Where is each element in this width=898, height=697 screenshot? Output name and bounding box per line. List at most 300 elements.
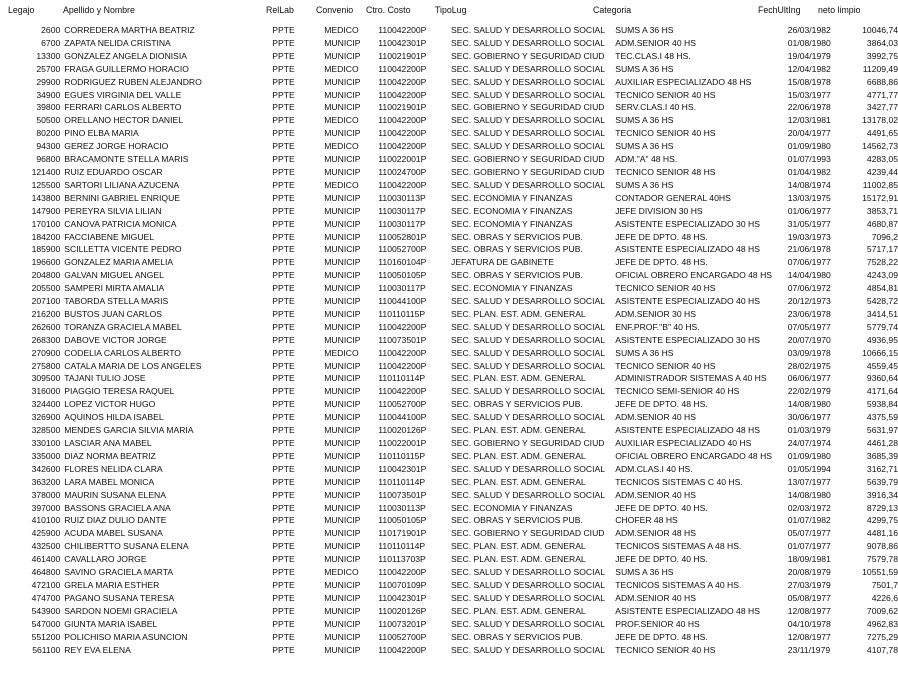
cell-nombre: GEREZ JORGE HORACIO bbox=[64, 141, 169, 152]
cell-legajo: 378000 bbox=[31, 489, 61, 500]
cell-ctro-costo: 110020126P bbox=[378, 605, 427, 616]
cell-convenio: MUNICIP bbox=[324, 644, 361, 655]
cell-nombre: ORELLANO HECTOR DANIEL bbox=[64, 115, 184, 126]
cell-ctro-costo: 110052700P bbox=[378, 399, 427, 410]
cell-legajo: 551200 bbox=[31, 631, 61, 642]
table-row bbox=[0, 540, 898, 553]
cell-tipolug: SEC. SALUD Y DESARROLLO SOCIAL bbox=[451, 321, 605, 332]
table-row bbox=[0, 385, 898, 398]
cell-neto-limpio: 4226,6 bbox=[871, 592, 898, 603]
cell-categoria: SUMS A 36 HS bbox=[615, 567, 674, 578]
cell-nombre: LOPEZ VICTOR HUGO bbox=[64, 399, 156, 410]
cell-ctro-costo: 110042200P bbox=[378, 179, 427, 190]
cell-rellab: PPTE bbox=[272, 296, 295, 307]
cell-tipolug: SEC. PLAN. EST. ADM. GENERAL bbox=[451, 308, 586, 319]
cell-rellab: PPTE bbox=[272, 321, 295, 332]
cell-nombre: PAGANO SUSANA TERESA bbox=[64, 592, 175, 603]
cell-nombre: SARDON NOEMI GRACIELA bbox=[64, 605, 178, 616]
cell-categoria: ASISTENTE ESPECIALIZADO 40 HS bbox=[615, 296, 760, 307]
cell-fechulting: 28/02/1975 bbox=[787, 360, 831, 371]
cell-legajo: 324400 bbox=[31, 399, 61, 410]
cell-fechulting: 13/07/1977 bbox=[787, 476, 831, 487]
cell-rellab: PPTE bbox=[272, 347, 295, 358]
cell-neto-limpio: 6688,86 bbox=[866, 76, 898, 87]
cell-rellab: PPTE bbox=[272, 257, 295, 268]
table-row bbox=[0, 218, 898, 231]
table-row bbox=[0, 127, 898, 140]
cell-convenio: MUNICIP bbox=[324, 102, 361, 113]
cell-tipolug: SEC. SALUD Y DESARROLLO SOCIAL bbox=[451, 179, 605, 190]
cell-legajo: 432500 bbox=[31, 541, 61, 552]
cell-tipolug: SEC. SALUD Y DESARROLLO SOCIAL bbox=[451, 360, 605, 371]
cell-convenio: MUNICIP bbox=[324, 399, 361, 410]
cell-convenio: MUNICIP bbox=[324, 192, 361, 203]
cell-legajo: 262600 bbox=[31, 321, 61, 332]
cell-legajo: 94300 bbox=[36, 141, 61, 152]
cell-rellab: PPTE bbox=[272, 502, 295, 513]
cell-categoria: SUMS A 36 HS bbox=[615, 347, 674, 358]
cell-fechulting: 01/03/1979 bbox=[787, 425, 831, 436]
cell-ctro-costo: 110050105P bbox=[378, 270, 427, 281]
cell-legajo: 268300 bbox=[31, 334, 61, 345]
cell-tipolug: SEC. PLAN. EST. ADM. GENERAL bbox=[451, 425, 586, 436]
cell-nombre: SAMPERI MIRTA AMALIA bbox=[64, 283, 165, 294]
cell-nombre: RUIZ EDUARDO OSCAR bbox=[64, 166, 163, 177]
cell-legajo: 464800 bbox=[31, 567, 61, 578]
cell-rellab: PPTE bbox=[272, 192, 295, 203]
cell-convenio: MUNICIP bbox=[324, 360, 361, 371]
table-row bbox=[0, 63, 898, 76]
cell-neto-limpio: 14562,73 bbox=[862, 141, 898, 152]
cell-fechulting: 22/02/1979 bbox=[787, 386, 831, 397]
cell-tipolug: SEC. SALUD Y DESARROLLO SOCIAL bbox=[451, 644, 605, 655]
cell-rellab: PPTE bbox=[272, 334, 295, 345]
cell-categoria: ADM.SENIOR 40 HS bbox=[615, 592, 696, 603]
cell-legajo: 207100 bbox=[31, 296, 61, 307]
cell-nombre: CANOVA PATRICIA MONICA bbox=[64, 218, 177, 229]
cell-nombre: BRACAMONTE STELLA MARIS bbox=[64, 154, 189, 165]
cell-ctro-costo: 110022001P bbox=[378, 438, 427, 448]
cell-rellab: PPTE bbox=[272, 476, 295, 487]
cell-ctro-costo: 110052801P bbox=[378, 231, 427, 242]
cell-fechulting: 13/03/1975 bbox=[787, 192, 831, 203]
cell-categoria: ENF.PROF."B" 40 HS. bbox=[615, 321, 700, 332]
cell-tipolug: SEC. SALUD Y DESARROLLO SOCIAL bbox=[451, 37, 605, 48]
table-row bbox=[0, 24, 898, 37]
cell-categoria: OFICIAL OBRERO ENCARGADO 48 HS bbox=[615, 270, 773, 281]
cell-categoria: SUMS A 36 HS bbox=[615, 179, 674, 190]
cell-rellab: PPTE bbox=[272, 592, 295, 603]
cell-rellab: PPTE bbox=[272, 631, 295, 642]
cell-fechulting: 01/09/1980 bbox=[787, 141, 831, 152]
cell-categoria: ASISTENTE ESPECIALIZADO 30 HS bbox=[615, 218, 760, 229]
cell-tipolug: SEC. PLAN. EST. ADM. GENERAL bbox=[451, 541, 586, 552]
cell-categoria: AUXILIAR ESPECIALIZADO 48 HS bbox=[615, 76, 752, 87]
table-row bbox=[0, 256, 898, 269]
table-row bbox=[0, 411, 898, 424]
cell-neto-limpio: 7275,29 bbox=[866, 631, 898, 642]
cell-ctro-costo: 110110115P bbox=[378, 450, 426, 461]
cell-tipolug: SEC. PLAN. EST. ADM. GENERAL bbox=[451, 554, 586, 565]
cell-convenio: MUNICIP bbox=[324, 476, 361, 487]
cell-neto-limpio: 4375,59 bbox=[866, 412, 898, 423]
cell-categoria: CHOFER 48 HS bbox=[615, 515, 678, 526]
header-nombre: Apellido y Nombre bbox=[63, 5, 135, 15]
cell-ctro-costo: 110042301P bbox=[378, 37, 427, 48]
cell-tipolug: SEC. SALUD Y DESARROLLO SOCIAL bbox=[451, 618, 605, 629]
cell-convenio: MUNICIP bbox=[324, 618, 361, 629]
table-row bbox=[0, 360, 898, 373]
cell-legajo: 425900 bbox=[31, 528, 61, 539]
cell-tipolug: SEC. GOBIERNO Y SEGURIDAD CIUD bbox=[451, 154, 605, 165]
cell-fechulting: 20/08/1979 bbox=[787, 567, 831, 578]
cell-rellab: PPTE bbox=[272, 128, 295, 139]
cell-convenio: MUNICIP bbox=[324, 257, 361, 268]
cell-nombre: SAVINO GRACIELA MARTA bbox=[64, 567, 174, 578]
cell-fechulting: 26/03/1982 bbox=[787, 25, 831, 35]
table-row bbox=[0, 192, 898, 205]
cell-nombre: RODRIGUEZ RUBEN ALEJANDRO bbox=[64, 76, 202, 87]
cell-fechulting: 23/06/1978 bbox=[787, 308, 831, 319]
cell-categoria: TECNICOS SISTEMAS A 48 HS. bbox=[615, 541, 742, 552]
cell-neto-limpio: 5779,74 bbox=[866, 321, 898, 332]
cell-ctro-costo: 110110114P bbox=[378, 373, 426, 384]
cell-neto-limpio: 7528,22 bbox=[866, 257, 898, 268]
cell-rellab: PPTE bbox=[272, 50, 295, 61]
header-rellab: RelLab bbox=[266, 5, 294, 15]
table-row bbox=[0, 114, 898, 127]
cell-categoria: TECNICOS SISTEMAS C 40 HS. bbox=[615, 476, 743, 487]
cell-tipolug: SEC. OBRAS Y SERVICIOS PUB. bbox=[451, 399, 583, 410]
cell-tipolug: SEC. SALUD Y DESARROLLO SOCIAL bbox=[451, 89, 605, 100]
table-row bbox=[0, 334, 898, 347]
header-neto-limpio: neto limpio bbox=[818, 5, 861, 15]
cell-tipolug: SEC. SALUD Y DESARROLLO SOCIAL bbox=[451, 76, 605, 87]
cell-rellab: PPTE bbox=[272, 528, 295, 539]
cell-nombre: CAVALLARO JORGE bbox=[64, 554, 147, 565]
cell-categoria: PROF.SENIOR 40 HS bbox=[615, 618, 700, 629]
cell-tipolug: SEC. SALUD Y DESARROLLO SOCIAL bbox=[451, 386, 605, 397]
cell-convenio: MUNICIP bbox=[324, 579, 361, 590]
cell-nombre: CHILIBERTTO SUSANA ELENA bbox=[64, 541, 189, 552]
cell-convenio: MUNICIP bbox=[324, 386, 361, 397]
table-row bbox=[0, 231, 898, 244]
cell-convenio: MUNICIP bbox=[324, 541, 361, 552]
table-row bbox=[0, 347, 898, 360]
cell-rellab: PPTE bbox=[272, 360, 295, 371]
cell-rellab: PPTE bbox=[272, 179, 295, 190]
cell-tipolug: SEC. SALUD Y DESARROLLO SOCIAL bbox=[451, 128, 605, 139]
cell-fechulting: 23/11/1979 bbox=[787, 644, 831, 655]
cell-nombre: TORANZA GRACIELA MABEL bbox=[64, 321, 182, 332]
cell-neto-limpio: 4107,78 bbox=[866, 644, 898, 655]
table-row bbox=[0, 50, 898, 63]
cell-tipolug: SEC. GOBIERNO Y SEGURIDAD CIUD bbox=[451, 528, 605, 539]
cell-legajo: 13300 bbox=[36, 50, 61, 61]
cell-neto-limpio: 15172,91 bbox=[862, 192, 898, 203]
cell-ctro-costo: 110052700P bbox=[378, 631, 427, 642]
cell-nombre: LASCIAR ANA MABEL bbox=[64, 438, 152, 448]
header-ctro-costo: Ctro. Costo bbox=[366, 5, 411, 15]
cell-categoria: ADM.SENIOR 40 HS bbox=[615, 489, 696, 500]
cell-neto-limpio: 4283,05 bbox=[866, 154, 898, 165]
cell-rellab: PPTE bbox=[272, 463, 295, 474]
cell-fechulting: 01/04/1982 bbox=[787, 166, 831, 177]
cell-fechulting: 19/03/1973 bbox=[787, 231, 831, 242]
cell-ctro-costo: 110044100P bbox=[378, 296, 427, 307]
table-row bbox=[0, 205, 898, 218]
cell-tipolug: SEC. SALUD Y DESARROLLO SOCIAL bbox=[451, 296, 605, 307]
cell-legajo: 2600 bbox=[41, 25, 61, 35]
cell-fechulting: 02/03/1972 bbox=[787, 502, 831, 513]
cell-rellab: PPTE bbox=[272, 166, 295, 177]
cell-ctro-costo: 110073201P bbox=[378, 618, 427, 629]
cell-convenio: MUNICIP bbox=[324, 154, 361, 165]
cell-tipolug: SEC. PLAN. EST. ADM. GENERAL bbox=[451, 373, 586, 384]
cell-neto-limpio: 3853,71 bbox=[866, 205, 898, 216]
cell-neto-limpio: 7501,7 bbox=[871, 579, 898, 590]
cell-convenio: MUNICIP bbox=[324, 425, 361, 436]
cell-categoria: SUMS A 36 HS bbox=[615, 63, 674, 74]
cell-legajo: 561100 bbox=[32, 644, 61, 655]
cell-categoria: JEFE DE DPTO. 48 HS. bbox=[615, 257, 708, 268]
cell-rellab: PPTE bbox=[272, 308, 295, 319]
cell-nombre: TABORDA STELLA MARIS bbox=[64, 296, 169, 307]
cell-nombre: RUIZ DIAZ DULIO DANTE bbox=[64, 515, 167, 526]
cell-convenio: MUNICIP bbox=[324, 321, 361, 332]
cell-fechulting: 12/08/1977 bbox=[787, 631, 831, 642]
cell-tipolug: SEC. ECONOMIA Y FINANZAS bbox=[451, 283, 573, 294]
cell-ctro-costo: 110042200P bbox=[378, 76, 427, 87]
cell-rellab: PPTE bbox=[272, 102, 295, 113]
cell-convenio: MEDICO bbox=[324, 179, 359, 190]
cell-neto-limpio: 3864,03 bbox=[866, 37, 898, 48]
cell-rellab: PPTE bbox=[272, 489, 295, 500]
table-row bbox=[0, 179, 898, 192]
cell-legajo: 328500 bbox=[31, 425, 61, 436]
cell-nombre: CORREDERA MARTHA BEATRIZ bbox=[64, 25, 195, 35]
cell-fechulting: 01/07/1982 bbox=[787, 515, 831, 526]
cell-convenio: MUNICIP bbox=[324, 283, 361, 294]
cell-categoria: TECNICO SENIOR 40 HS bbox=[615, 89, 716, 100]
cell-tipolug: SEC. OBRAS Y SERVICIOS PUB. bbox=[451, 270, 583, 281]
cell-categoria: AUXILIAR ESPECIALIZADO 40 HS bbox=[615, 438, 752, 448]
cell-nombre: PEREYRA SILVIA LILIAN bbox=[64, 205, 162, 216]
cell-categoria: ADM."A" 48 HS. bbox=[615, 154, 678, 165]
cell-categoria: CONTADOR GENERAL 40HS bbox=[615, 192, 731, 203]
cell-ctro-costo: 110030117P bbox=[378, 205, 426, 216]
cell-nombre: DABOVE VICTOR JORGE bbox=[64, 334, 167, 345]
cell-rellab: PPTE bbox=[272, 644, 295, 655]
table-row bbox=[0, 502, 898, 515]
cell-categoria: ASISTENTE ESPECIALIZADO 48 HS bbox=[615, 425, 760, 436]
table-row bbox=[0, 101, 898, 114]
table-row bbox=[0, 308, 898, 321]
cell-nombre: LARA MABEL MONICA bbox=[64, 476, 155, 487]
cell-categoria: ADM.SENIOR 30 HS bbox=[615, 308, 696, 319]
cell-categoria: ADM.SENIOR 40 HS bbox=[615, 37, 696, 48]
cell-categoria: TECNICO SENIOR 48 HS bbox=[615, 166, 716, 177]
cell-rellab: PPTE bbox=[272, 425, 295, 436]
cell-convenio: MUNICIP bbox=[324, 463, 361, 474]
cell-rellab: PPTE bbox=[272, 618, 295, 629]
cell-convenio: MUNICIP bbox=[324, 37, 361, 48]
cell-rellab: PPTE bbox=[272, 270, 295, 281]
table-row bbox=[0, 269, 898, 282]
cell-categoria: ADM.CLAS.I 40 HS. bbox=[615, 463, 693, 474]
cell-convenio: MUNICIP bbox=[324, 631, 361, 642]
cell-tipolug: SEC. GOBIERNO Y SEGURIDAD CIUD bbox=[451, 102, 605, 113]
table-row bbox=[0, 282, 898, 295]
cell-tipolug: SEC. SALUD Y DESARROLLO SOCIAL bbox=[451, 25, 605, 35]
table-row bbox=[0, 618, 898, 631]
cell-fechulting: 14/08/1980 bbox=[787, 489, 831, 500]
cell-tipolug: SEC. SALUD Y DESARROLLO SOCIAL bbox=[451, 412, 605, 423]
cell-categoria: TECNICO SENIOR 40 HS bbox=[615, 283, 716, 294]
cell-tipolug: SEC. SALUD Y DESARROLLO SOCIAL bbox=[451, 567, 605, 578]
cell-legajo: 205500 bbox=[31, 283, 61, 294]
table-row bbox=[0, 321, 898, 334]
cell-nombre: FLORES NELIDA CLARA bbox=[64, 463, 163, 474]
cell-neto-limpio: 4461,28 bbox=[866, 438, 898, 448]
cell-neto-limpio: 4854,81 bbox=[866, 283, 898, 294]
cell-neto-limpio: 11002,85 bbox=[862, 179, 898, 190]
cell-nombre: SARTORI LILIANA AZUCENA bbox=[64, 179, 180, 190]
cell-convenio: MUNICIP bbox=[324, 89, 361, 100]
cell-fechulting: 01/07/1977 bbox=[787, 541, 831, 552]
cell-nombre: AQUINOS HILDA ISABEL bbox=[64, 412, 164, 423]
cell-nombre: TAJANI TULIO JOSE bbox=[64, 373, 146, 384]
cell-rellab: PPTE bbox=[272, 515, 295, 526]
cell-tipolug: SEC. SALUD Y DESARROLLO SOCIAL bbox=[451, 63, 605, 74]
cell-tipolug: SEC. SALUD Y DESARROLLO SOCIAL bbox=[451, 347, 605, 358]
cell-ctro-costo: 110042200P bbox=[378, 321, 427, 332]
cell-fechulting: 05/07/1977 bbox=[787, 528, 831, 539]
cell-neto-limpio: 3162,71 bbox=[866, 463, 898, 474]
cell-legajo: 547000 bbox=[31, 618, 61, 629]
cell-fechulting: 07/06/1972 bbox=[787, 283, 831, 294]
cell-neto-limpio: 7579,78 bbox=[866, 554, 898, 565]
cell-nombre: BUSTOS JUAN CARLOS bbox=[64, 308, 163, 319]
cell-legajo: 6700 bbox=[41, 37, 61, 48]
cell-legajo: 309500 bbox=[31, 373, 61, 384]
cell-fechulting: 14/04/1980 bbox=[787, 270, 831, 281]
cell-legajo: 397000 bbox=[31, 502, 61, 513]
cell-legajo: 184200 bbox=[31, 231, 61, 242]
cell-neto-limpio: 4171,64 bbox=[866, 386, 898, 397]
cell-fechulting: 15/08/1978 bbox=[787, 76, 831, 87]
cell-legajo: 80200 bbox=[36, 128, 61, 139]
table-row bbox=[0, 489, 898, 502]
cell-convenio: MUNICIP bbox=[324, 244, 361, 255]
header-fechulting: FechUltIng bbox=[758, 5, 801, 15]
table-row bbox=[0, 89, 898, 102]
cell-fechulting: 31/05/1977 bbox=[787, 218, 831, 229]
cell-ctro-costo: 110042200P bbox=[378, 386, 427, 397]
cell-ctro-costo: 110021901P bbox=[378, 50, 427, 61]
table-row bbox=[0, 140, 898, 153]
cell-ctro-costo: 110042200P bbox=[378, 567, 427, 578]
cell-rellab: PPTE bbox=[272, 218, 295, 229]
cell-convenio: MUNICIP bbox=[324, 231, 361, 242]
cell-fechulting: 18/09/1981 bbox=[787, 554, 831, 565]
cell-convenio: MUNICIP bbox=[324, 489, 361, 500]
cell-nombre: MENDES GARCIA SILVIA MARIA bbox=[64, 425, 194, 436]
cell-categoria: ASISTENTE ESPECIALIZADO 48 HS bbox=[615, 244, 760, 255]
cell-categoria: ADM.SENIOR 40 HS bbox=[615, 412, 696, 423]
cell-neto-limpio: 4962,83 bbox=[866, 618, 898, 629]
cell-convenio: MEDICO bbox=[324, 115, 359, 126]
cell-rellab: PPTE bbox=[272, 399, 295, 410]
cell-convenio: MUNICIP bbox=[324, 128, 361, 139]
cell-fechulting: 01/08/1980 bbox=[787, 37, 831, 48]
cell-fechulting: 05/08/1977 bbox=[787, 592, 831, 603]
cell-ctro-costo: 110030113P bbox=[378, 502, 426, 513]
cell-convenio: MUNICIP bbox=[324, 205, 361, 216]
cell-categoria: ASISTENTE ESPECIALIZADO 48 HS bbox=[615, 605, 760, 616]
cell-nombre: MAURIN SUSANA ELENA bbox=[64, 489, 167, 500]
cell-tipolug: SEC. PLAN. EST. ADM. GENERAL bbox=[451, 605, 586, 616]
cell-fechulting: 12/03/1981 bbox=[787, 115, 831, 126]
cell-legajo: 143800 bbox=[31, 192, 61, 203]
table-header bbox=[0, 2, 898, 18]
cell-neto-limpio: 4936,95 bbox=[866, 334, 898, 345]
cell-tipolug: SEC. PLAN. EST. ADM. GENERAL bbox=[451, 476, 586, 487]
cell-fechulting: 15/03/1977 bbox=[787, 89, 831, 100]
cell-convenio: MUNICIP bbox=[324, 334, 361, 345]
cell-legajo: 410100 bbox=[31, 515, 61, 526]
cell-convenio: MUNICIP bbox=[324, 528, 361, 539]
cell-nombre: GRELA MARIA ESTHER bbox=[64, 579, 160, 590]
cell-legajo: 96800 bbox=[36, 154, 61, 165]
cell-convenio: MUNICIP bbox=[324, 502, 361, 513]
cell-ctro-costo: 110020126P bbox=[378, 425, 427, 436]
cell-nombre: FACCIABENE MIGUEL bbox=[64, 231, 155, 242]
cell-legajo: 543900 bbox=[31, 605, 61, 616]
cell-legajo: 50500 bbox=[36, 115, 61, 126]
cell-legajo: 125500 bbox=[31, 179, 61, 190]
cell-convenio: MEDICO bbox=[324, 141, 359, 152]
cell-legajo: 34900 bbox=[36, 89, 61, 100]
cell-rellab: PPTE bbox=[272, 63, 295, 74]
cell-convenio: MUNICIP bbox=[324, 412, 361, 423]
cell-neto-limpio: 4243,09 bbox=[866, 270, 898, 281]
cell-ctro-costo: 110022001P bbox=[378, 154, 427, 165]
cell-nombre: PIAGGIO TERESA RAQUEL bbox=[64, 386, 175, 397]
cell-convenio: MUNICIP bbox=[324, 308, 361, 319]
cell-legajo: 472100 bbox=[31, 579, 61, 590]
cell-rellab: PPTE bbox=[272, 115, 295, 126]
cell-convenio: MUNICIP bbox=[324, 605, 361, 616]
cell-nombre: PINO ELBA MARIA bbox=[64, 128, 139, 139]
cell-convenio: MUNICIP bbox=[324, 76, 361, 87]
cell-tipolug: SEC. SALUD Y DESARROLLO SOCIAL bbox=[451, 141, 605, 152]
cell-ctro-costo: 110050105P bbox=[378, 515, 427, 526]
cell-nombre: FERRARI CARLOS ALBERTO bbox=[64, 102, 182, 113]
cell-tipolug: SEC. GOBIERNO Y SEGURIDAD CIUD bbox=[451, 50, 605, 61]
cell-fechulting: 19/04/1979 bbox=[787, 50, 831, 61]
cell-convenio: MUNICIP bbox=[324, 554, 361, 565]
cell-rellab: PPTE bbox=[272, 579, 295, 590]
cell-convenio: MUNICIP bbox=[324, 450, 361, 461]
cell-neto-limpio: 3685,39 bbox=[866, 450, 898, 461]
table-row bbox=[0, 631, 898, 644]
cell-rellab: PPTE bbox=[272, 76, 295, 87]
cell-neto-limpio: 3992,75 bbox=[866, 50, 898, 61]
cell-fechulting: 07/05/1977 bbox=[787, 321, 831, 332]
cell-ctro-costo: 110042200P bbox=[378, 347, 427, 358]
cell-legajo: 363200 bbox=[31, 476, 61, 487]
